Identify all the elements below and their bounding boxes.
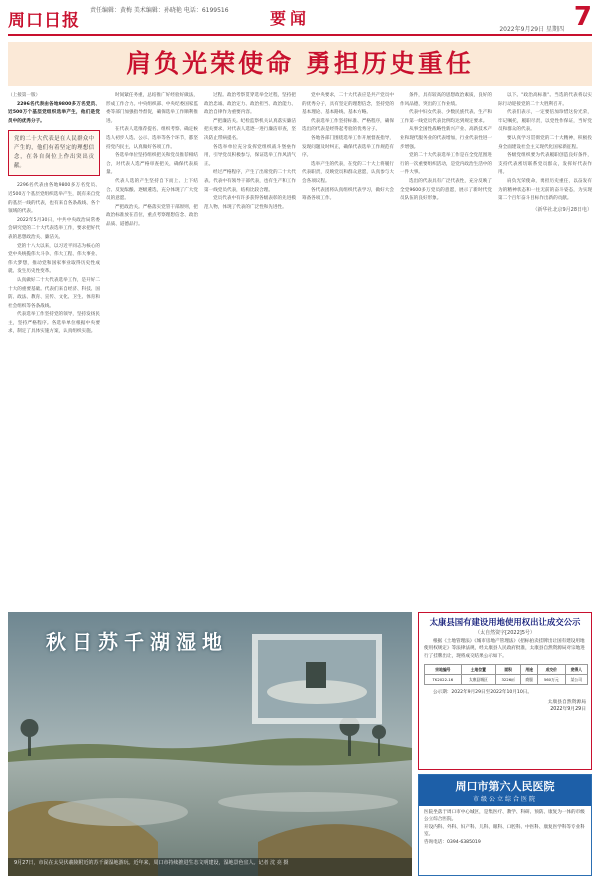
article-paragraph: 2022年5月30日，中共中央政治局常委会研究党的二十大代表选举工作，要求把好代表的思想政治关、廉洁关。 bbox=[8, 217, 100, 240]
hospital-subtitle: 市级公立综合医院 bbox=[472, 796, 537, 803]
article-paragraph: 代表中妇女代表、少数民族代表、生产和工作第一线党员代表比例均达到规定要求。 bbox=[400, 110, 492, 124]
notice-paragraph: 根据《土地管理法》《城市房地产管理法》《招标拍卖挂牌出让国有建设用地使用权规定》等法律法规，经太康县人民政府批准，太康县自然资源局对宗地进行了挂牌出让，现将成交结果公示如下。 bbox=[424, 639, 585, 659]
main-article bbox=[8, 92, 592, 610]
table-cell: 太康县城区 bbox=[461, 675, 495, 685]
newspaper-logo: 周口日报 bbox=[8, 11, 80, 31]
article-paragraph: 2296名代表由各地9800多万名党员、近500万个基层党组织选举产生，既有来自党的基层一线的代表，也有来自各条战线、各个领域的代表。 bbox=[8, 183, 100, 215]
article-column-5 bbox=[400, 92, 492, 610]
hospital-ad-line: 开设内科、外科、妇产科、儿科、眼科、口腔科、中医科、康复医学科等专业科室。 bbox=[424, 824, 585, 838]
notice-body-2 bbox=[419, 687, 591, 698]
article-paragraph: 各代表团将认真组织代表学习，做好大会筹备各项工作。 bbox=[302, 187, 394, 202]
article-paragraph: 以下。"政治高标准"。当选的代表将以实际行动迎接党的二十大胜利召开。 bbox=[498, 93, 592, 107]
notice-reference: （太自然资字[2022]5号） bbox=[475, 630, 535, 636]
pull-quote: 党的二十大代表是在人民群众中产生的，他们有着坚定的理想信念，在各自岗位上作出突出贡献。 bbox=[8, 130, 100, 176]
notice-paragraph: 公示期：2022年9月29日至2022年10月10日。 bbox=[433, 690, 532, 696]
article-paragraph: 条件，具有较高的思想政治素质，良好的作风品德，突出的工作业绩。 bbox=[400, 93, 492, 107]
article-paragraph: 各级党组织要为代表履职创造良好条件，支持代表密切联系党员群众，发挥好代表作用。 bbox=[498, 153, 592, 176]
article-paragraph: 选出的代表具有广泛代表性，充分反映了全党9600多万党员的意愿，展示了新时代党员队伍的良好形象。 bbox=[400, 178, 492, 202]
table-header-cell: 土地位置 bbox=[461, 665, 495, 675]
headline-banner bbox=[8, 42, 592, 86]
photo-caption: 9月27日，市民在太昊伏羲陵附近的苏千湖湿地游玩。近年来，周口市持续推进生态文明建设，湿地景色宜人。记者 沈 亮 摄 bbox=[8, 858, 412, 876]
hospital-ad-line: 医院坐落于周口市中心城区，是集医疗、教学、科研、预防、康复为一体的市级公立综合医院。 bbox=[424, 810, 585, 823]
article-paragraph: 过程。政治考察贯穿选举全过程，坚持把政治忠诚、政治定力、政治担当、政治能力、政治自律作为重要内容。 bbox=[204, 93, 296, 116]
article-paragraph: 党的二十大代表选举工作是在全党范围进行的一次重要组织活动，是党内政治生活中的一件大事。 bbox=[400, 153, 492, 176]
table-cell: TK2022-16 bbox=[425, 675, 462, 685]
notice-body bbox=[419, 636, 591, 662]
article-signature: （新华社北京9月28日电） bbox=[532, 206, 592, 213]
notice-title: 太康县国有建设用地使用权出让成交公示 bbox=[419, 613, 591, 629]
hospital-name: 周口市第六人民医院 bbox=[455, 780, 555, 793]
table-header-cell: 宗地编号 bbox=[425, 665, 462, 675]
article-column-3 bbox=[204, 92, 296, 610]
article-paragraph: 肩负光荣使命，勇担历史重任，以奋发有为的精神状态和一往无前的奋斗姿态，为实现第二个百年奋斗目标作出新的贡献。 bbox=[498, 178, 592, 202]
editor-info: 责任编辑：黄梅 美术编辑：孙晓艳 电话：6199516 bbox=[90, 7, 229, 14]
article-paragraph: 严把廉洁关。纪检监察机关认真落实廉洁把关要求，对代表人选逐一进行廉洁审查，坚决防止带病提名。 bbox=[204, 118, 296, 141]
article-paragraph: 各选举单位坚持组织把关和党员推荐相结合，对代表人选严格审查把关，确保代表质量。 bbox=[106, 153, 198, 176]
article-column-2 bbox=[106, 92, 198, 610]
article-paragraph: 选举产生的代表，在党的二十大上将履行代表职责，反映党员和群众意愿，认真参与大会各项议程。 bbox=[302, 161, 394, 184]
article-column-4 bbox=[302, 92, 394, 610]
land-transfer-notice bbox=[418, 612, 592, 770]
hospital-ad bbox=[418, 774, 592, 876]
article-paragraph: 严把政治关。严格落实党管干部原则，把政治标准放在首位，重点考察理想信念、政治品质、道德品行。 bbox=[106, 204, 198, 227]
page-header bbox=[8, 4, 592, 36]
table-header-cell: 成交价 bbox=[537, 665, 565, 675]
table-header-cell: 面积 bbox=[495, 665, 521, 675]
article-paragraph: 代表选举工作坚持党的领导，坚持发扬民主，坚持严格程序。各选举单位根据中央要求，制定了具体实施方案，认真组织实施。 bbox=[8, 312, 100, 335]
article-paragraph: 认真做好二十大代表选举工作，是开好二十大的重要基础。代表们来自经济、科技、国防、政法、教育、宣传、文化、卫生、体育和社会组织等各条战线。 bbox=[8, 277, 100, 309]
hospital-ad-header bbox=[419, 775, 591, 806]
section-title: 要闻 bbox=[270, 9, 311, 28]
article-column-6 bbox=[498, 92, 592, 610]
article-paragraph: 各选举单位充分发挥党组织战斗堡垒作用，引导党员积极参与，保证选举工作风清气正。 bbox=[204, 144, 296, 167]
article-paragraph: 党员代表中有许多获得各级表彰的先进模范人物，体现了代表的广泛性和先进性。 bbox=[204, 196, 296, 210]
wetland-photo bbox=[8, 612, 412, 876]
article-paragraph: 从事全国性战略性新兴产业、高新技术产业和现代服务业的代表增加，行业代表性进一步增强。 bbox=[400, 127, 492, 150]
photo-title: 秋日苏千湖湿地 bbox=[46, 630, 228, 654]
article-paragraph: 党的十八大以来，以习近平同志为核心的党中央统揽伟大斗争、伟大工程、伟大事业、伟大梦想，推动党和国家事业取得历史性成就、发生历史性变革。 bbox=[8, 243, 100, 275]
issue-date: 2022年9月29日 星期四 bbox=[499, 26, 564, 33]
table-header-cell: 竞得人 bbox=[565, 665, 587, 675]
article-summary: 2296名代表由各地9800多万名党员、近500万个基层党组织选举产生，他们是党员中的优秀分子。 bbox=[8, 101, 100, 124]
table-cell: 某公司 bbox=[565, 675, 587, 685]
table-row bbox=[425, 675, 588, 685]
article-paragraph: 时间紧任务重，总结推广好经验好做法，形成工作合力。中央组织部、中央纪委国家监委等部门加强指导督促，确保选举工作顺利推进。 bbox=[106, 93, 198, 124]
article-column-1 bbox=[8, 92, 100, 610]
page-headline: 肩负光荣使命 勇担历史重任 bbox=[126, 49, 474, 78]
table-header-cell: 用途 bbox=[521, 665, 537, 675]
table-cell: 商服 bbox=[521, 675, 537, 685]
article-paragraph: 要认真学习贯彻党的二十大精神，积极投身全面建设社会主义现代化国家新征程。 bbox=[498, 135, 592, 150]
hospital-ad-body bbox=[419, 806, 591, 849]
article-paragraph: 代表人选的产生坚持自下而上、上下结合、反复酝酿、逐级遴选，充分体现了广大党员的意愿。 bbox=[106, 178, 198, 202]
notice-sign-date: 2022年9月29日 bbox=[550, 706, 586, 712]
page-number: 7 bbox=[573, 2, 592, 32]
notice-signer: 太康县自然资源局 bbox=[547, 699, 586, 705]
table-cell: 560万元 bbox=[537, 675, 565, 685]
article-paragraph: 代表们表示，一定要倍加珍惜这份光荣，牢记嘱托，履职尽责，以党性作保证，当好党员和群众的代表。 bbox=[498, 110, 592, 133]
article-paragraph: 各地各部门围绕选举工作开展督查指导，发现问题及时纠正，确保代表选举工作规范有序。 bbox=[302, 135, 394, 159]
article-kicker: （上接第一版） bbox=[8, 93, 41, 98]
article-paragraph: 代表选举工作坚持标准、严格程序，确保选出的代表是经得起考验的优秀分子。 bbox=[302, 118, 394, 133]
article-paragraph: 在代表人选推荐提名、组织考察、确定候选人初步人选、公示、选举等各个环节，都坚持党内民主，认真做好各项工作。 bbox=[106, 127, 198, 150]
hospital-phone: 咨询电话：0394-6385019 bbox=[424, 839, 481, 845]
table-header-row bbox=[425, 665, 588, 675]
article-paragraph: 经过严格程序，产生了出席党的二十大代表。代表中有领导干部代表，也有生产和工作第一线党员代表，结构比较合理。 bbox=[204, 170, 296, 193]
notice-table bbox=[424, 664, 588, 685]
table-cell: 3226㎡ bbox=[495, 675, 521, 685]
article-paragraph: 党中央要求，二十大代表应是共产党员中的优秀分子，具有坚定的理想信念，坚持党的基本理论、基本路线、基本方略。 bbox=[302, 93, 394, 116]
